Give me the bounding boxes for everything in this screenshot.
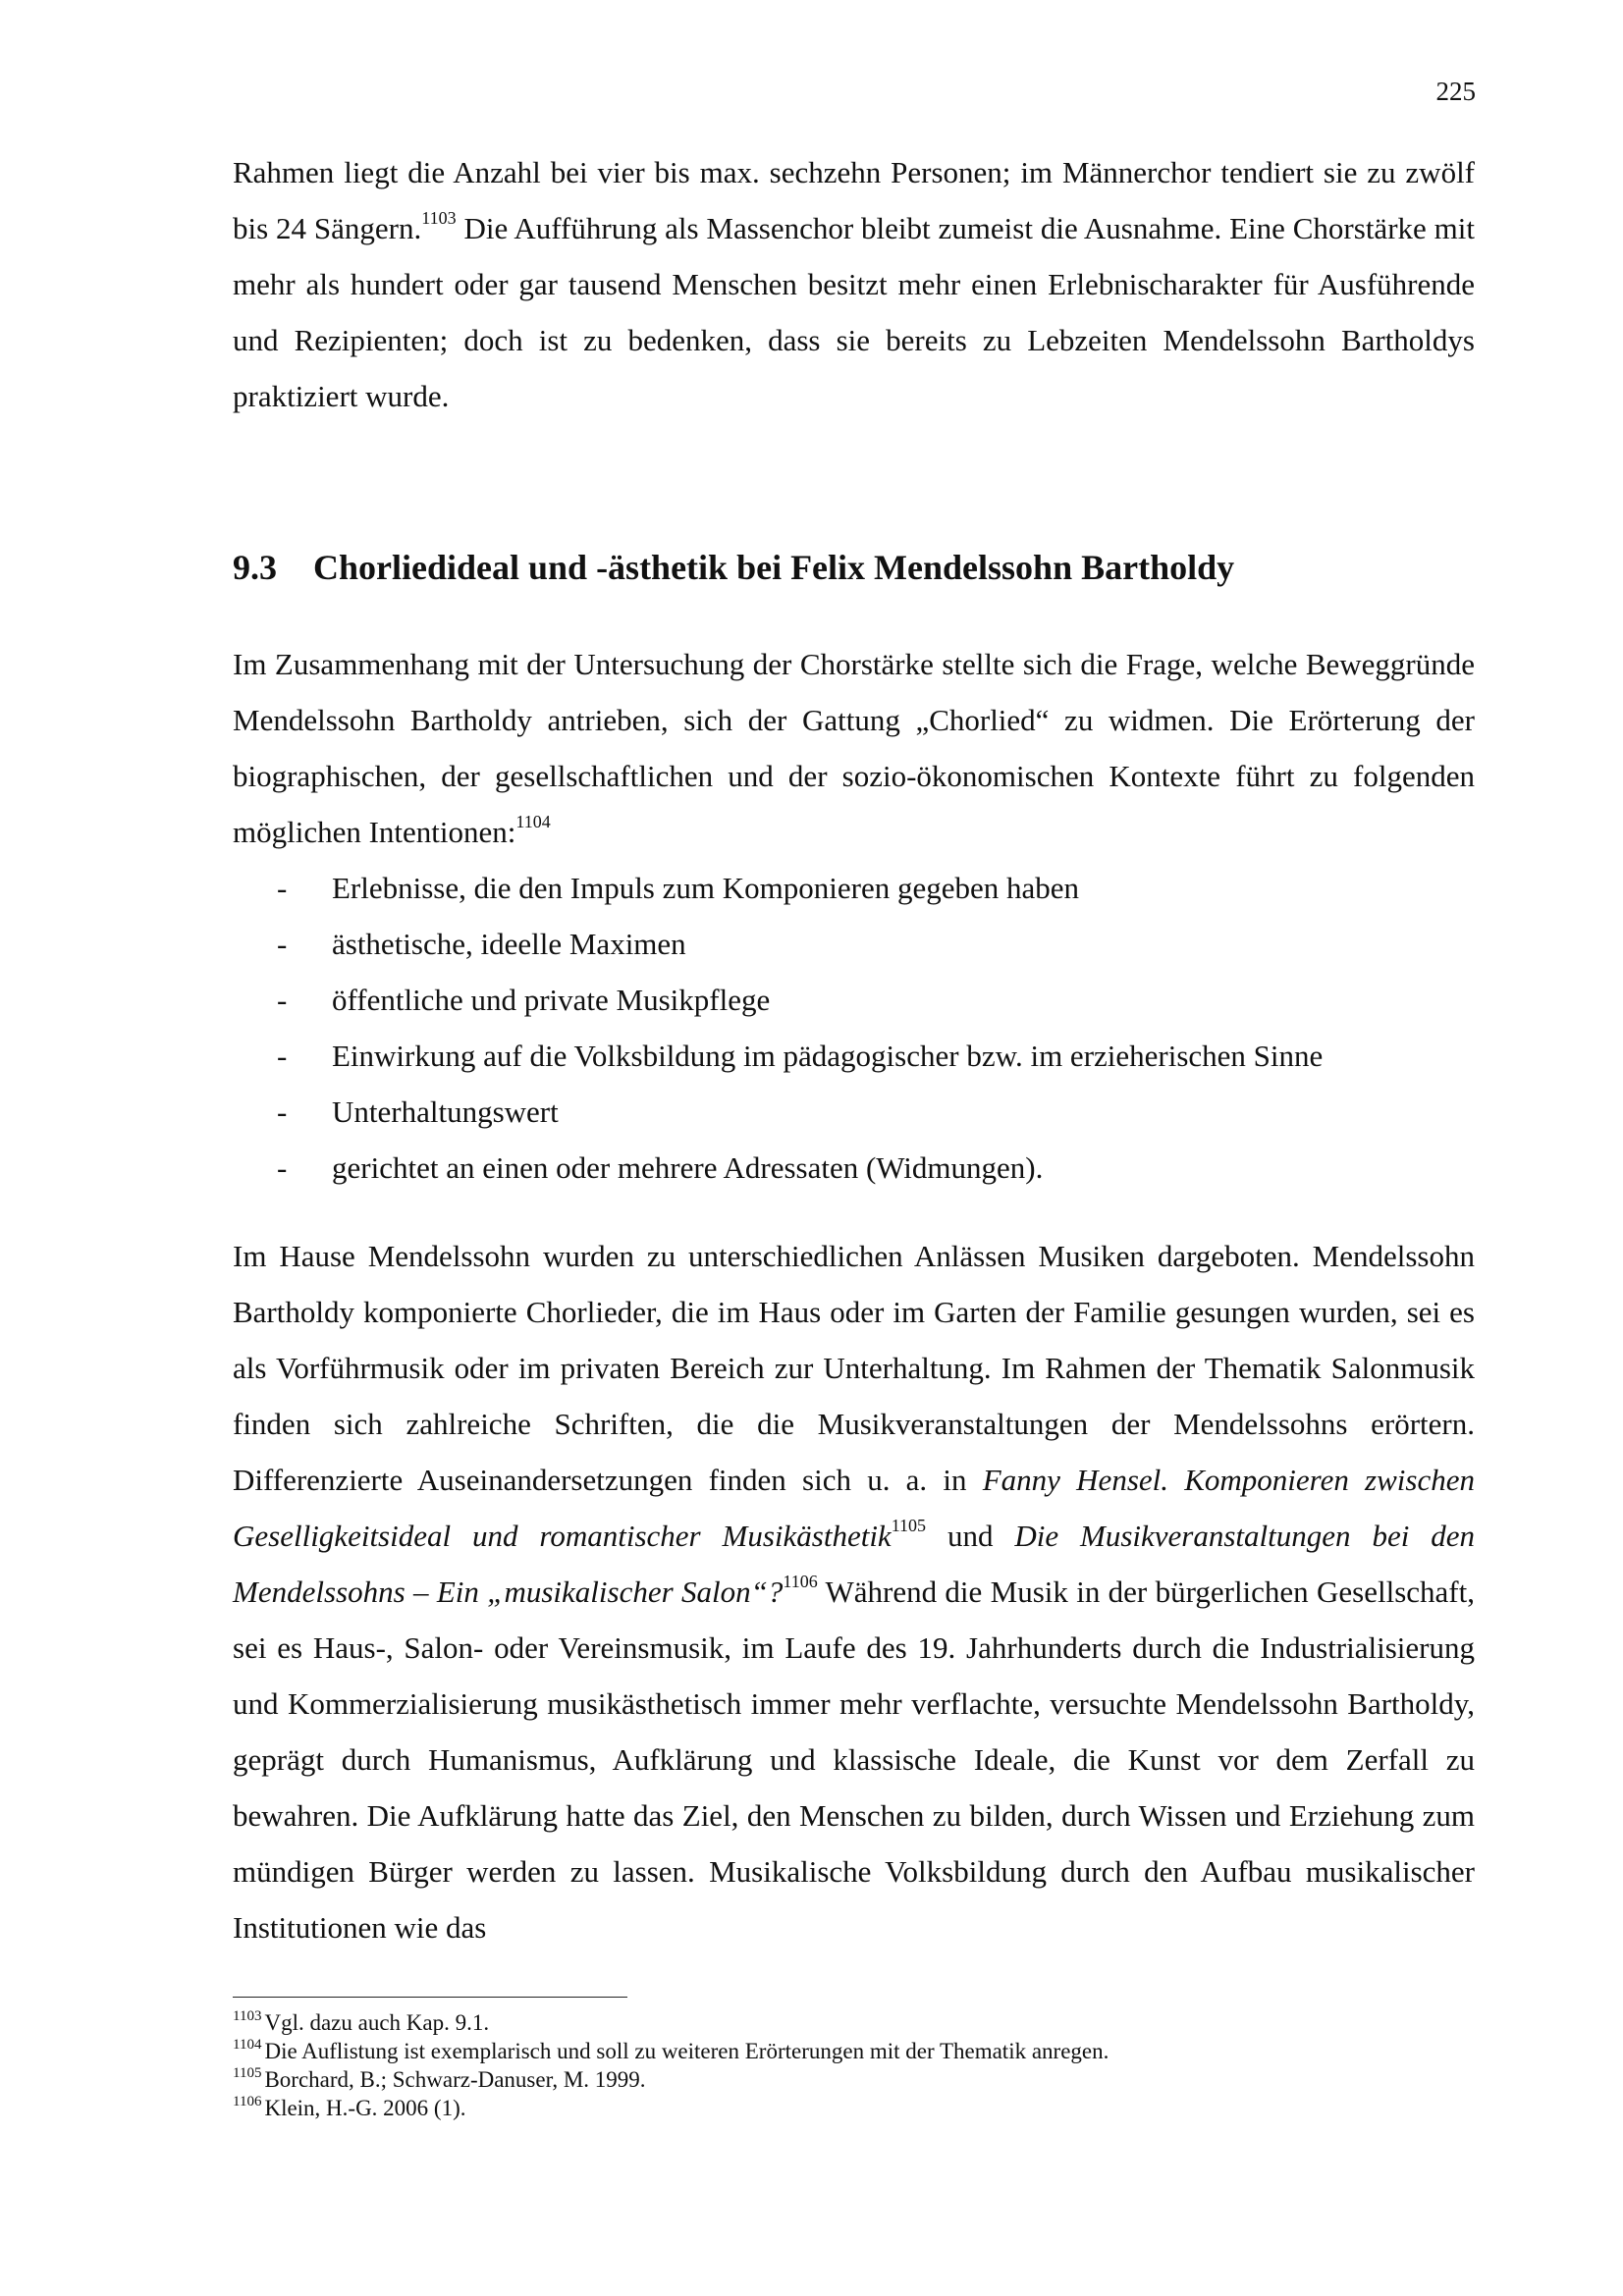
page-number: 225 — [1435, 77, 1476, 106]
section-number: 9.3 — [233, 548, 277, 587]
intentions-list — [277, 860, 1323, 1196]
footnote-number: 1104 — [233, 2037, 262, 2053]
footnote-number: 1106 — [233, 2094, 262, 2109]
footnote: $^{1103}$ Vgl. dazu auch Kap. 9.1. — [233, 2008, 490, 2035]
dash-marker: - — [277, 1150, 288, 1185]
list-item: - Unterhaltungswert — [277, 1084, 1323, 1140]
footnote-ref-1103[interactable]: 1103 — [421, 208, 457, 228]
footnote-number: 1103 — [233, 2008, 262, 2024]
footnote-ref-1105[interactable]: 1105 — [891, 1516, 927, 1535]
dash-marker: - — [277, 1039, 288, 1073]
footnote: $^{1104}$ Die Auflistung ist exemplarisch und soll zu weiteren Erörterungen mit der Thematik anregen. — [233, 2037, 1109, 2063]
dash-marker: - — [277, 983, 288, 1017]
footnote-number: 1105 — [233, 2065, 262, 2081]
list-item: - öffentliche und private Musikpflege — [277, 972, 1323, 1028]
footnote: $^{1106}$ Klein, H.-G. 2006 (1). — [233, 2094, 466, 2120]
paragraph-text: Im Hause Mendelssohn wurden zu unterschiedlichen Anlässen Musiken dargeboten. Mendelssohn Bartholdy komponierte Chorlieder, die im Haus oder im Garten der Familie gesungen wurden, sei es als Vorführmusik oder im privaten Bereich zur Unterhaltung. Im Rahmen der Thematik Salonmusik finden sich zahlreiche Schriften, die die Musikveranstaltungen der Mendelssohns erörtern. Differenzierte Auseinandersetzungen finden sich u. a. in Fanny Hensel. Komponieren zwischen Geselligkeitsideal und romantischer Musikästhetik$^{1105}$ und Die Musikveranstaltungen bei den Mendelssohns – Ein „musikalischer Salon“?$^{1106}$ Während die Musik in der bürgerlichen Gesellschaft, sei es Haus-, Salon- oder Vereinsmusik, im Laufe des 19. Jahrhunderts durch die Industrialisierung und Kommerzialisierung musikästhetisch immer mehr verflachte, versuchte Mendelssohn Bartholdy, geprägt durch Humanismus, Aufklärung und klassische Ideale, die Kunst vor dem Zerfall zu bewahren. Die Aufklärung hatte das Ziel, den Menschen zu bilden, durch Wissen und Erziehung zum mündigen Bürger werden zu lassen. Musikalische Volksbildung durch den Aufbau musikalischer Institutionen wie das — [233, 1239, 1475, 1945]
section-heading — [233, 543, 1234, 592]
book-title-fanny-hensel: Fanny Hensel. Komponieren zwischen Geselligkeitsideal und romantischer Musikästhetik — [233, 1463, 1475, 1553]
footnote-separator — [233, 1997, 627, 1998]
paragraph-text: Rahmen liegt die Anzahl bei vier bis max. sechzehn Personen; im Männerchor tendiert sie zu zwölf bis 24 Sängern.$^{1103}$ Die Aufführung als Massenchor bleibt zumeist die Ausnahme. Eine Chorstärke mit mehr als hundert oder gar tausend Menschen besitzt mehr einen Erlebnischarakter für Ausführende und Rezipienten; doch ist zu bedenken, dass sie bereits zu Lebzeiten Mendelssohn Bartholdys praktiziert wurde. — [233, 155, 1475, 413]
list-item: - ästhetische, ideelle Maximen — [277, 916, 1323, 972]
footnote-ref-1104[interactable]: 1104 — [515, 812, 551, 831]
footnote: $^{1105}$ Borchard, B.; Schwarz-Danuser, M. 1999. — [233, 2065, 646, 2092]
footnotes — [233, 2008, 1109, 2122]
list-item: - Einwirkung auf die Volksbildung im pädagogischer bzw. im erzieherischen Sinne — [277, 1028, 1323, 1084]
list-item: - gerichtet an einen oder mehrere Adressaten (Widmungen). — [277, 1140, 1323, 1196]
paragraph-text: Im Zusammenhang mit der Untersuchung der Chorstärke stellte sich die Frage, welche Beweggründe Mendelssohn Bartholdy antrieben, sich der Gattung „Chorlied“ zu widmen. Die Erörterung der biographischen, der gesellschaftlichen und der sozio-ökonomischen Kontexte führt zu folgenden möglichen Intentionen:$^{1104}$ — [233, 647, 1475, 849]
list-item: - Erlebnisse, die den Impuls zum Komponieren gegeben haben — [277, 860, 1323, 916]
footnote-ref-1106[interactable]: 1106 — [783, 1572, 818, 1591]
dash-marker: - — [277, 927, 288, 961]
paragraph-intentionen — [233, 636, 1475, 860]
paragraph-hause-mendelssohn — [233, 1228, 1475, 1955]
dash-marker: - — [277, 1095, 288, 1129]
paragraph-chorstaerke — [233, 144, 1475, 424]
dash-marker: - — [277, 871, 288, 905]
section-title: Chorliedideal und -ästhetik bei Felix Mendelssohn Bartholdy — [313, 548, 1235, 587]
book-title-musikveranstaltungen: Die Musikveranstaltungen bei den Mendelssohns – Ein „musikalischer Salon“? — [233, 1519, 1475, 1609]
